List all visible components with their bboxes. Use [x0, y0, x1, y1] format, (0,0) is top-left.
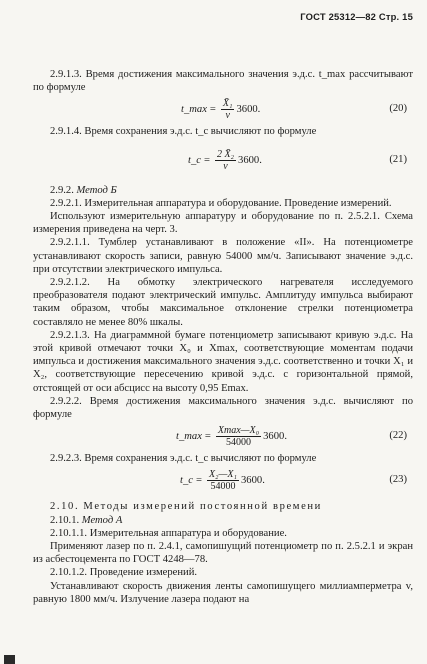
formula-numerator: 2 X̄₂ [216, 148, 235, 160]
formula-number: (20) [389, 103, 407, 115]
formula-number: (23) [389, 474, 407, 486]
paragraph-2-9-2-1: 2.9.2.1. Измерительная аппаратура и оборудование. Проведение измерений. [50, 197, 392, 209]
page-header: ГОСТ 25312—82 Стр. 15 [300, 11, 413, 22]
formula-denominator: v [223, 160, 228, 172]
paragraph-2-9-1-3: 2.9.1.3. Время достижения максимального значения э.д.с. t_max рассчитывают по формуле [33, 69, 413, 94]
formula-23 [33, 465, 413, 496]
formula-equals: = [204, 431, 211, 443]
heading-number: 2.10.1. [50, 514, 80, 526]
page-corner-mark [4, 655, 15, 664]
formula-numerator: X̄₁ [222, 98, 233, 110]
formula-number: (21) [389, 153, 407, 165]
heading-2-10-1 [33, 514, 413, 527]
formula-fraction [221, 98, 235, 121]
paragraph-2-9-2-1-2: 2.9.2.1.2. На обмотку электрического нагревателя исследуемого преобразователя подают электрический импульс. Амплитуду импульса выбирают таким образом, чтобы максимальное отклонение стрелки потенциометра составляло не менее 80% шкалы. [33, 277, 413, 328]
paragraph-2-10-1-2: 2.10.1.2. Проведение измерений. [50, 567, 198, 579]
formula-lhs: t_c [188, 154, 201, 166]
formula-equals: = [203, 154, 210, 166]
paragraph-2-9-1-4: 2.9.1.4. Время сохранения э.д.с. t_c вычисляют по формуле [50, 126, 317, 138]
formula-denominator: v [225, 110, 230, 122]
paragraph-2-9-2-1-1: 2.9.2.1.1. Тумблер устанавливают в положение «II». На потенциометре устанавливают скорость записи, равную 54000 мм/ч. Записывают значение э.д.с. при отсутствии электрического импульса. [33, 237, 413, 275]
formula-22 [33, 421, 413, 452]
paragraph-2-10-1-1-b: Применяют лазер по п. 2.4.1, самопишущий потенциометр по п. 2.5.2.1 и экран из асбестоцемента по ГОСТ 4248—78. [33, 541, 413, 566]
heading-2-9-2 [33, 184, 413, 197]
formula-20 [33, 94, 413, 125]
formula-multiplier: 3600. [238, 154, 262, 166]
formula-fraction [216, 425, 261, 448]
formula-denominator: 54000 [226, 437, 251, 449]
formula-equals: = [195, 475, 202, 487]
formula-multiplier: 3600. [241, 475, 265, 487]
paragraph-2-9-2-1-3: 2.9.2.1.3. На диаграммной бумаге потенциометр записывают кривую э.д.с. На этой кривой отмечают точки X₀ и Xmax, соответствующие моментам подачи импульса и достижения максимального значения э.д.с. соответственно и точки X₁ и X₂, соответствующие пересечению кривой э.д.с. с горизонтальной прямой, отстоящей от оси абсцисс на высоту 0,95 Emax. [33, 329, 413, 394]
paragraph-2-10-1-2-b: Устанавливают скорость движения ленты самопишущего миллиамперметра v, равную 1800 мм/ч. Излучение лазера подают на [33, 580, 413, 605]
formula-multiplier: 3600. [263, 431, 287, 443]
formula-fraction [207, 469, 239, 492]
formula-number: (22) [389, 430, 407, 442]
formula-numerator: Xmax—X₀ [217, 425, 260, 437]
formula-lhs: t_max [181, 104, 207, 116]
paragraph-2-10-1-1: 2.10.1.1. Измерительная аппаратура и оборудование. [50, 527, 287, 539]
formula-numerator: X₂—X₁ [208, 469, 237, 481]
heading-title: Метод А [81, 514, 123, 526]
formula-denominator: 54000 [210, 481, 236, 493]
formula-multiplier: 3600. [236, 104, 261, 116]
heading-number: 2.9.2. [50, 184, 74, 196]
formula-lhs: t_c [180, 475, 193, 487]
formula-21 [33, 145, 413, 176]
page-content [33, 68, 413, 606]
formula-lhs: t_max [176, 431, 202, 443]
paragraph-2-9-2-2: 2.9.2.2. Время достижения максимального значения э.д.с. вычисляют по формуле [33, 395, 413, 421]
paragraph-2-9-2-1-b: Используют измерительную аппаратуру и оборудование по п. 2.5.2.1. Схема измерения приведена на черт. 3. [33, 211, 413, 236]
heading-title: Метод Б [76, 184, 117, 196]
heading-2-10: 2.10. Методы измерений постоянной времени [50, 501, 322, 513]
paragraph-2-9-2-3: 2.9.2.3. Время сохранения э.д.с. t_c вычисляют по формуле [50, 453, 317, 465]
formula-fraction [215, 149, 236, 172]
formula-equals: = [209, 104, 216, 116]
